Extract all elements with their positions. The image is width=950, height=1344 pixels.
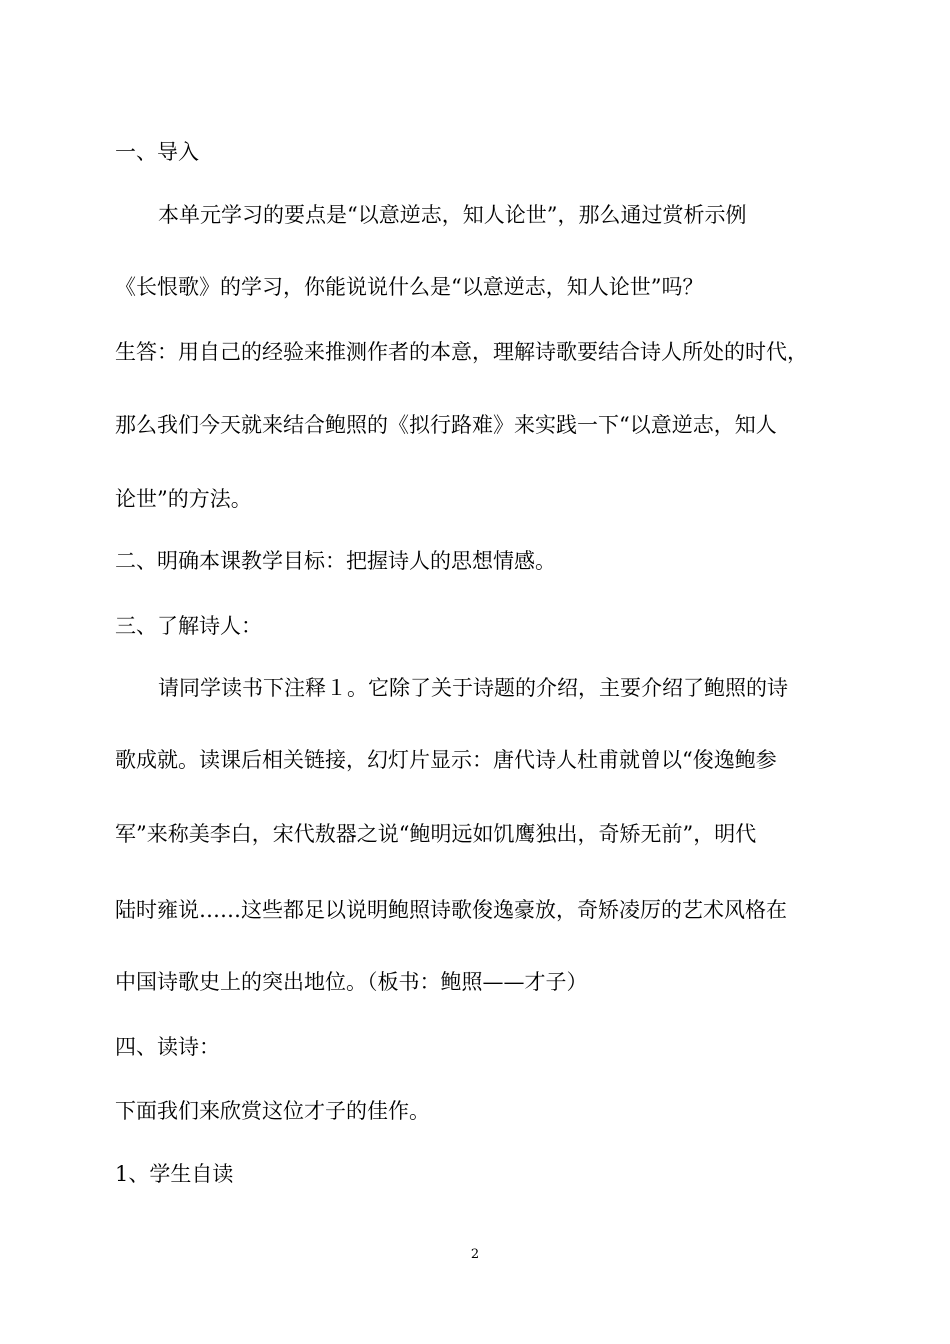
paragraph-line: 那么我们今天就来结合鲍照的《拟行路难》来实践一下“以意逆志，知人 bbox=[115, 413, 777, 437]
heading-read-poem: 四、读诗： bbox=[115, 1035, 220, 1059]
list-item: 1、学生自读 bbox=[115, 1162, 234, 1186]
paragraph-line: 中国诗歌史上的突出地位。（板书：鲍照——才子） bbox=[115, 970, 588, 994]
heading-objective: 二、明确本课教学目标：把握诗人的思想情感。 bbox=[115, 549, 556, 573]
paragraph-line: 歌成就。读课后相关链接，幻灯片显示：唐代诗人杜甫就曾以“俊逸鲍参 bbox=[115, 748, 777, 772]
paragraph-line: 军”来称美李白，宋代敖器之说“鲍明远如饥鹰独出，奇矫无前”，明代 bbox=[115, 822, 757, 846]
paragraph-line: 下面我们来欣赏这位才子的佳作。 bbox=[115, 1099, 430, 1123]
paragraph-line: 陆时雍说……这些都足以说明鲍照诗歌俊逸豪放，奇矫凌厉的艺术风格在 bbox=[115, 898, 787, 922]
paragraph-line: 请同学读书下注释１。它除了关于诗题的介绍，主要介绍了鲍照的诗 bbox=[158, 676, 788, 700]
paragraph-line: 《长恨歌》的学习，你能说说什么是“以意逆志，知人论世”吗？ bbox=[115, 275, 704, 299]
paragraph-line: 本单元学习的要点是“以意逆志，知人论世”，那么通过赏析示例 bbox=[158, 203, 747, 227]
page-number: 2 bbox=[470, 1247, 480, 1262]
paragraph-line: 论世”的方法。 bbox=[115, 487, 252, 511]
paragraph-line: 生答：用自己的经验来推测作者的本意，理解诗歌要结合诗人所处的时代， bbox=[115, 340, 808, 364]
heading-poet: 三、了解诗人： bbox=[115, 614, 262, 638]
heading-intro: 一、导入 bbox=[115, 140, 199, 164]
